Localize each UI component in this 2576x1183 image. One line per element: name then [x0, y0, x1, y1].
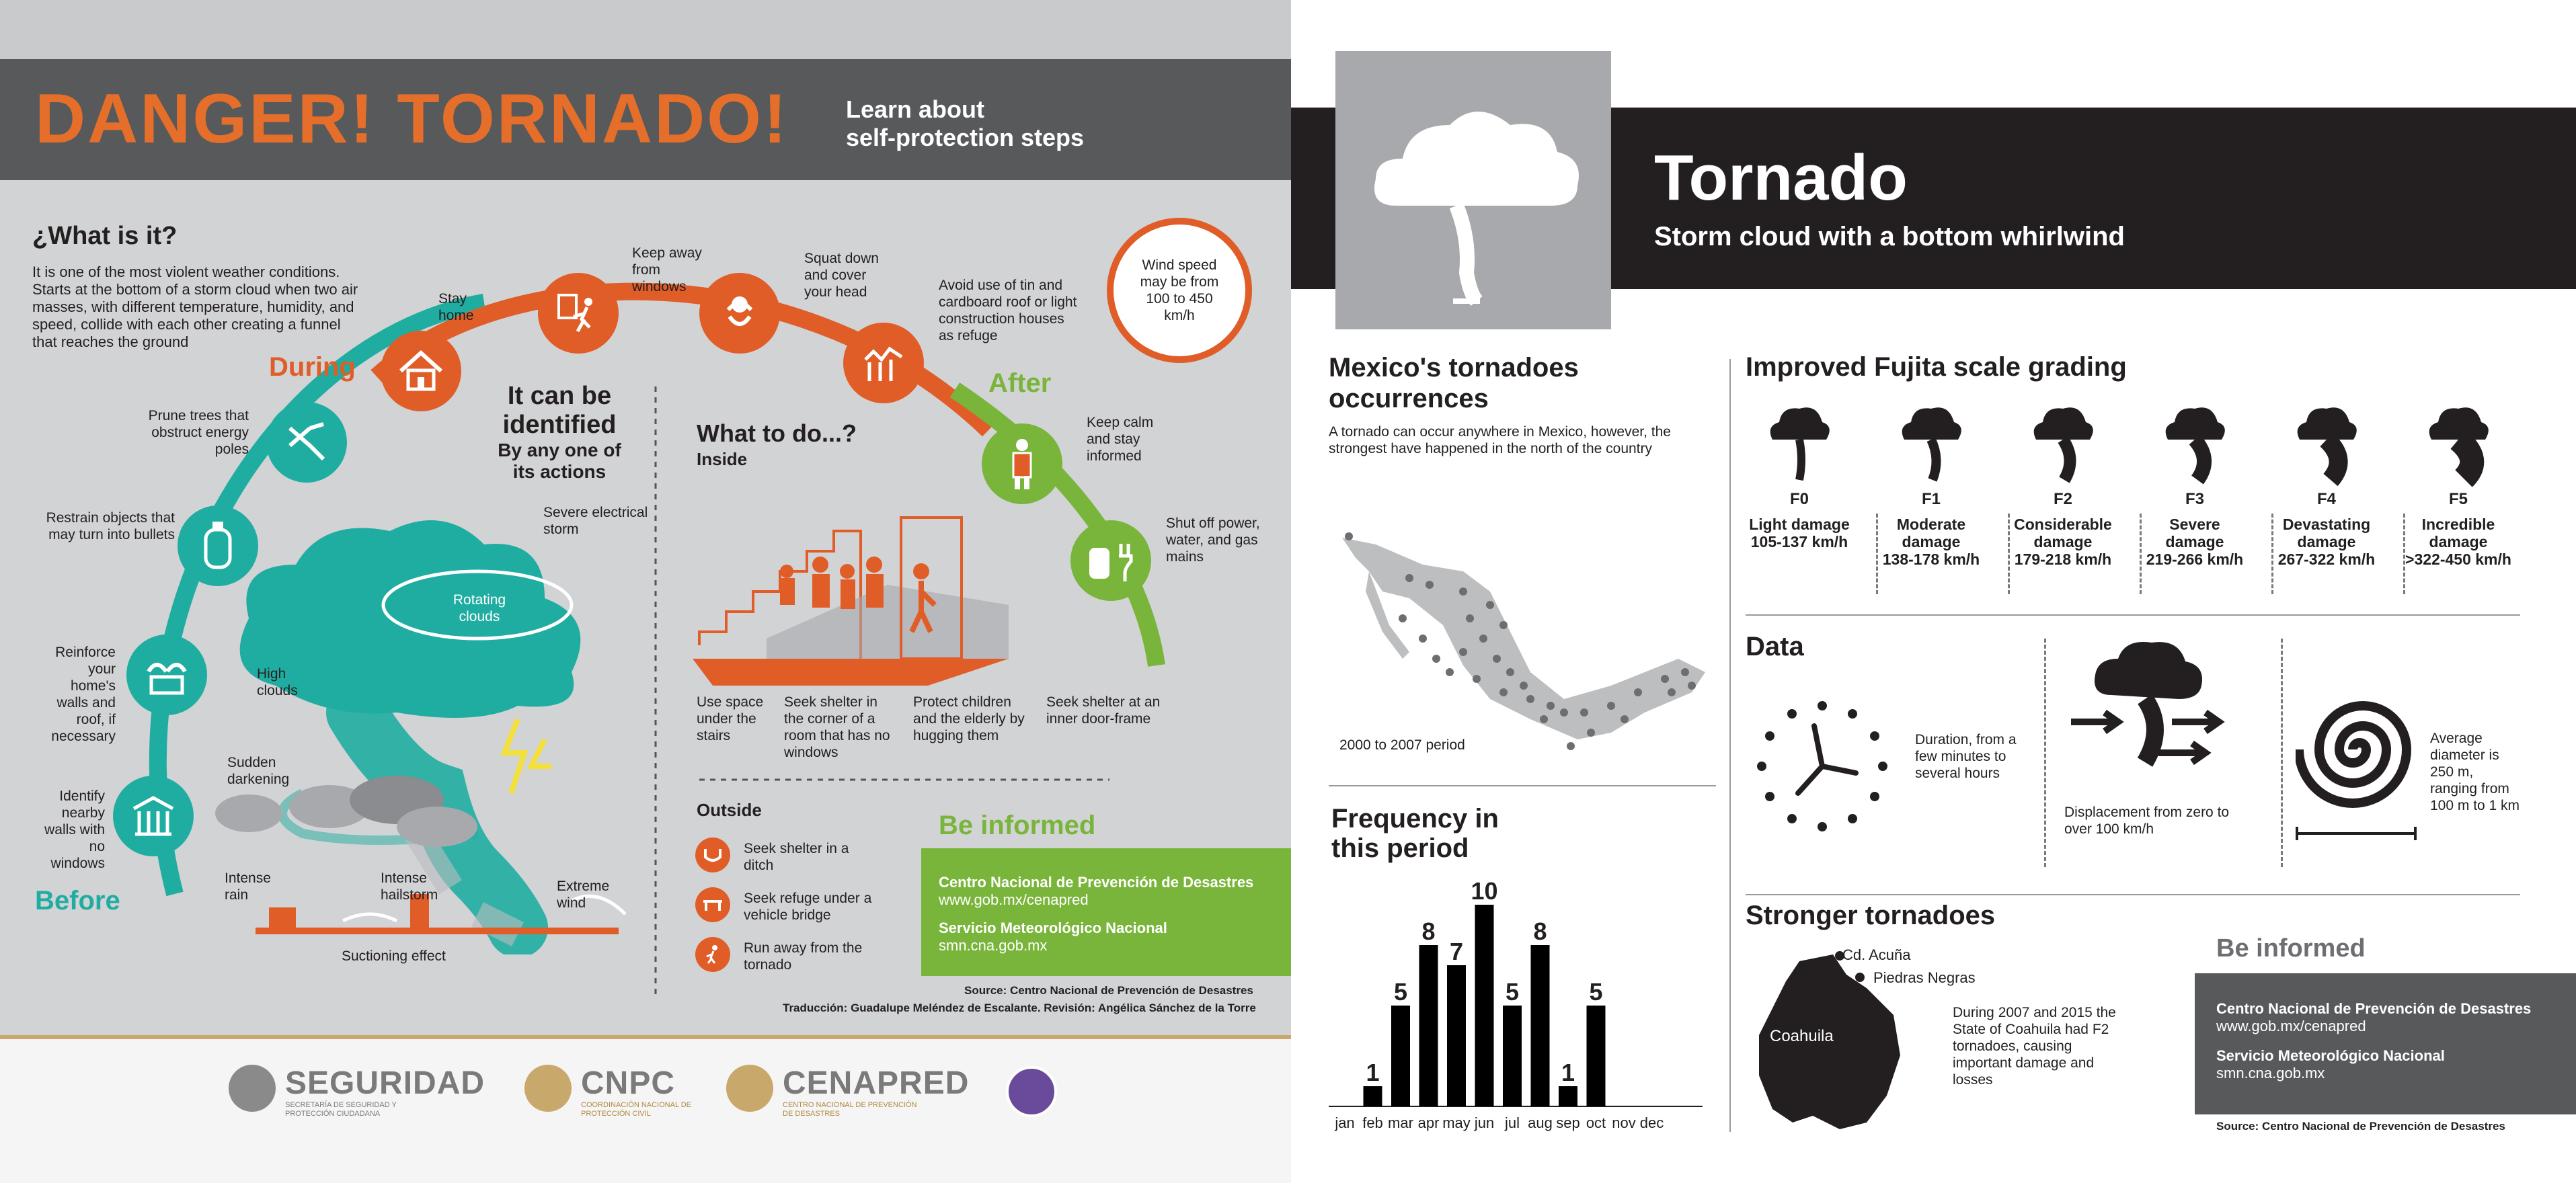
label-identify: Identify nearby walls with no windows	[44, 788, 105, 871]
logo-cnpc: CNPC	[581, 1065, 676, 1101]
tick-label-jul: jul	[1504, 1114, 1520, 1131]
fujita-range-f5: >322-450 km/h	[2405, 550, 2511, 568]
identified-block	[485, 382, 633, 483]
displacement-text: Displacement from zero to over 100 km/h	[2064, 805, 2230, 837]
tick-label-feb: feb	[1362, 1114, 1383, 1131]
bar-sep	[1559, 1086, 1577, 1106]
divider-fujita	[1746, 614, 2520, 616]
data-sep-2	[2281, 639, 2283, 867]
label-avoid-roof: Avoid use of tin and cardboard roof or light construction houses as refuge	[939, 278, 1077, 343]
tick-label-dec: dec	[1639, 1114, 1664, 1131]
fujita-grade-f4	[2273, 399, 2380, 568]
bar-label-apr: 8	[1421, 917, 1436, 945]
house-icon	[381, 331, 461, 411]
fujita-grade-f5	[2405, 399, 2512, 568]
tick-label-jan: jan	[1335, 1114, 1355, 1131]
fujita-name-f2: Considerable damage	[2014, 516, 2112, 550]
ditch-icon	[695, 838, 730, 872]
be-informed-heading-right: Be informed	[2216, 934, 2366, 963]
tick-label-jun: jun	[1474, 1114, 1495, 1131]
label-keep-away: Keep away from windows	[632, 245, 702, 294]
url1-right[interactable]: www.gob.mx/cenapred	[2216, 1018, 2366, 1034]
run-icon	[695, 937, 730, 972]
outside-item-2: Seek refuge under a vehicle bridge	[744, 891, 872, 923]
tick-label-apr: apr	[1417, 1114, 1440, 1131]
source-left: Source: Centro Nacional de Prevención de Desastres	[964, 984, 1253, 997]
label-keep-calm: Keep calm and stay informed	[1087, 415, 1154, 464]
tornado-f2-icon	[2023, 399, 2103, 487]
identified-l3: By any one of	[498, 440, 621, 460]
label-doorframe: Seek shelter at an inner door-frame	[1046, 694, 1161, 727]
bar-label-may: 7	[1449, 938, 1464, 965]
label-electrical: Severe electrical storm	[543, 505, 648, 537]
occurrences-heading: Mexico's tornadoes occurrences	[1329, 353, 1579, 413]
divider-data	[1746, 894, 2520, 895]
label-corner: Seek shelter in the corner of a room that has no windows	[784, 694, 890, 760]
fujita-name-f0: Light damage	[1749, 516, 1850, 533]
fujita-name-f4: Devastating damage	[2282, 516, 2371, 550]
fujita-name-f1: Moderate damage	[1896, 516, 1966, 550]
cnpc-seal-icon	[524, 1065, 572, 1112]
what-is-it-text: It is one of the most violent weather conditions. Starts at the bottom of a storm cloud when two air masses, with different temperature, humidity, and speed, collide with each other creating a funnel that reaches the ground	[32, 263, 358, 350]
fujita-grade-f0	[1746, 399, 1853, 550]
label-high-clouds: High clouds	[257, 666, 298, 698]
page-title: DANGER! TORNADO!	[35, 80, 789, 158]
fujita-code-f5: F5	[2448, 490, 2468, 508]
frequency-bar-chart	[1329, 874, 1712, 1136]
tornado-f0-icon	[1759, 399, 1840, 487]
identified-l4: its actions	[512, 461, 607, 482]
bar-apr	[1419, 945, 1438, 1106]
tornado-f3-icon	[2154, 399, 2235, 487]
tornado-cloud-square	[1335, 51, 1611, 329]
clock-icon	[1755, 699, 1889, 833]
fujita-grade-f2	[2009, 399, 2117, 568]
label-stay-home: Stay home	[438, 291, 474, 323]
fujita-grade-f1	[1877, 399, 1985, 568]
fujita-code-f1: F1	[1921, 490, 1941, 508]
fujita-range-f2: 179-218 km/h	[2014, 550, 2112, 568]
org1-right: Centro Nacional de Prevención de Desastres	[2216, 1000, 2532, 1017]
right-subtitle: Storm cloud with a bottom whirlwind	[1654, 222, 2125, 251]
outside-item-1: Seek shelter in a ditch	[744, 841, 849, 873]
logo-cenapred-sub: CENTRO NACIONAL DE PREVENCIÓN DE DESASTRES	[783, 1101, 917, 1118]
fujita-heading: Improved Fujita scale grading	[1746, 352, 2127, 382]
be-informed-box-right	[2195, 973, 2576, 1114]
phase-after: After	[988, 368, 1052, 398]
seguridad-seal-icon	[229, 1065, 276, 1112]
inside-illustration	[686, 471, 1036, 686]
tornado-f5-icon	[2418, 399, 2499, 487]
url2-right[interactable]: smn.cna.gob.mx	[2216, 1065, 2325, 1082]
tick-label-nov: nov	[1612, 1114, 1636, 1131]
fujita-range-f4: 267-322 km/h	[2277, 550, 2376, 568]
bar-may	[1447, 965, 1466, 1106]
tornado-f1-icon	[1891, 399, 1972, 487]
tornado-f4-icon	[2286, 399, 2367, 487]
occurrences-text: A tornado can occur anywhere in Mexico, however, the strongest have happened in the north of the country	[1329, 424, 1671, 456]
fujita-range-f1: 138-178 km/h	[1882, 550, 1980, 568]
label-piedras: Piedras Negras	[1873, 969, 1976, 986]
label-prune: Prune trees that obstruct energy poles	[148, 408, 249, 457]
url2-left[interactable]: smn.cna.gob.mx	[939, 937, 1048, 954]
vertical-divider	[1729, 359, 1731, 1132]
label-sudden: Sudden darkening	[227, 755, 290, 787]
divider-left-col	[1329, 785, 1716, 786]
translation-credit: Traducción: Guadalupe Meléndez de Escalante. Revisión: Angélica Sánchez de la Torre	[783, 1002, 1256, 1014]
phase-before: Before	[35, 886, 120, 915]
stronger-heading: Stronger tornadoes	[1746, 901, 1996, 930]
duration-text: Duration, from a few minutes to several hours	[1915, 732, 2017, 781]
tick-label-may: may	[1442, 1114, 1471, 1131]
wind-speed-text: Wind speed may be from 100 to 450 km/h	[1140, 257, 1219, 323]
fujita-code-f3: F3	[2185, 490, 2204, 508]
label-protect: Protect children and the elderly by hugging them	[913, 694, 1025, 743]
phase-during: During	[269, 352, 356, 382]
identified-l2: identified	[502, 411, 617, 439]
frequency-heading: Frequency in this period	[1331, 804, 1499, 863]
fujita-range-f3: 219-266 km/h	[2146, 550, 2244, 568]
org2-right: Servicio Meteorológico Nacional	[2216, 1047, 2445, 1064]
be-informed-box-left	[921, 848, 1291, 976]
fujita-code-f2: F2	[2053, 490, 2072, 508]
fujita-grade-f3	[2141, 399, 2249, 568]
identified-l1: It can be	[507, 382, 612, 410]
logo-cenapred: CENAPRED	[783, 1065, 970, 1101]
label-acuna: Cd. Acuña	[1842, 946, 1911, 963]
outside-heading: Outside	[697, 800, 762, 820]
moving-tornado-icon	[2058, 635, 2232, 776]
mexico-map	[1329, 518, 1719, 760]
bar-label-aug: 8	[1533, 917, 1547, 945]
label-hailstorm: Intense hailstorm	[381, 870, 438, 903]
fujita-code-f4: F4	[2316, 490, 2336, 508]
bridge-icon	[695, 887, 730, 922]
bar-mar	[1391, 1006, 1410, 1106]
bar-jun	[1475, 905, 1494, 1106]
fujita-code-f0: F0	[1789, 490, 1809, 508]
tick-label-aug: aug	[1528, 1114, 1553, 1131]
label-stairs: Use space under the stairs	[697, 694, 764, 743]
spiral-icon	[2296, 686, 2423, 840]
data-sep-1	[2044, 639, 2046, 867]
bar-jul	[1503, 1006, 1522, 1106]
inside-heading: Inside	[697, 449, 748, 469]
fujita-scale	[1746, 399, 2520, 601]
label-rotating: Rotating clouds	[453, 592, 506, 624]
page-subtitle: Learn about self-protection steps	[846, 95, 1085, 151]
bar-feb	[1364, 1086, 1382, 1106]
what-to-do-heading: What to do...?	[697, 419, 857, 447]
emblem-icon	[1006, 1066, 1057, 1117]
logo-seguridad-sub: SECRETARÍA DE SEGURIDAD Y PROTECCIÓN CIUDADANA	[285, 1101, 397, 1118]
fujita-name-f5: Incredible damage	[2421, 516, 2495, 550]
pruning-shears-icon	[266, 402, 347, 483]
bar-label-feb: 1	[1366, 1059, 1380, 1086]
tick-label-sep: sep	[1556, 1114, 1580, 1131]
bar-label-jun: 10	[1471, 877, 1498, 905]
be-informed-heading-left: Be informed	[939, 811, 1096, 840]
label-suction: Suctioning effect	[342, 948, 446, 964]
tick-label-mar: mar	[1388, 1114, 1413, 1131]
bar-label-oct: 5	[1589, 978, 1603, 1006]
fujita-name-f3: Severe damage	[2165, 516, 2224, 550]
fujita-range-f0: 105-137 km/h	[1750, 533, 1848, 550]
diameter-text: Average diameter is 250 m, ranging from 100 m to 1 km	[2430, 731, 2520, 813]
label-restrain: Restrain objects that may turn into bullets	[46, 510, 175, 542]
url1-left[interactable]: www.gob.mx/cenapred	[939, 891, 1089, 908]
what-is-it-heading: ¿What is it?	[32, 222, 178, 250]
bar-aug	[1531, 945, 1550, 1106]
label-reinforce: Reinforce your home's walls and roof, if necessary	[51, 645, 116, 744]
bar-oct	[1587, 1006, 1606, 1106]
window-run-icon	[538, 273, 619, 354]
stronger-text: During 2007 and 2015 the State of Coahuila had F2 tornadoes, causing important damage and losses	[1953, 1005, 2116, 1088]
label-coahuila: Coahuila	[1770, 1027, 1834, 1045]
right-title: Tornado	[1654, 142, 1908, 214]
label-shut-off: Shut off power, water, and gas mains	[1166, 516, 1260, 565]
bar-label-mar: 5	[1393, 978, 1408, 1006]
tick-label-oct: oct	[1586, 1114, 1606, 1131]
label-squat: Squat down and cover your head	[804, 251, 879, 300]
building-icon	[113, 776, 194, 856]
label-rain: Intense rain	[225, 870, 271, 903]
outside-item-3: Run away from the tornado	[744, 940, 863, 973]
footer-line	[0, 1035, 1291, 1039]
label-extreme-wind: Extreme wind	[557, 879, 610, 911]
tornado-cloud-icon	[1335, 51, 1611, 329]
logo-cnpc-sub: COORDINACIÓN NACIONAL DE PROTECCIÓN CIVIL	[581, 1101, 692, 1118]
bar-label-jul: 5	[1505, 978, 1520, 1006]
broken-roof-icon	[843, 323, 924, 403]
source-right: Source: Centro Nacional de Prevención de Desastres	[2216, 1120, 2505, 1133]
org2-left: Servicio Meteorológico Nacional	[939, 920, 1167, 936]
cenapred-seal-icon	[726, 1065, 773, 1112]
squat-icon	[699, 273, 780, 354]
data-heading: Data	[1746, 632, 1804, 661]
bar-label-sep: 1	[1561, 1059, 1575, 1086]
org1-left: Centro Nacional de Prevención de Desastres	[939, 874, 1254, 891]
logo-seguridad: SEGURIDAD	[285, 1065, 485, 1101]
map-period: 2000 to 2007 period	[1339, 737, 1465, 753]
gas-plug-icon	[1070, 520, 1151, 601]
